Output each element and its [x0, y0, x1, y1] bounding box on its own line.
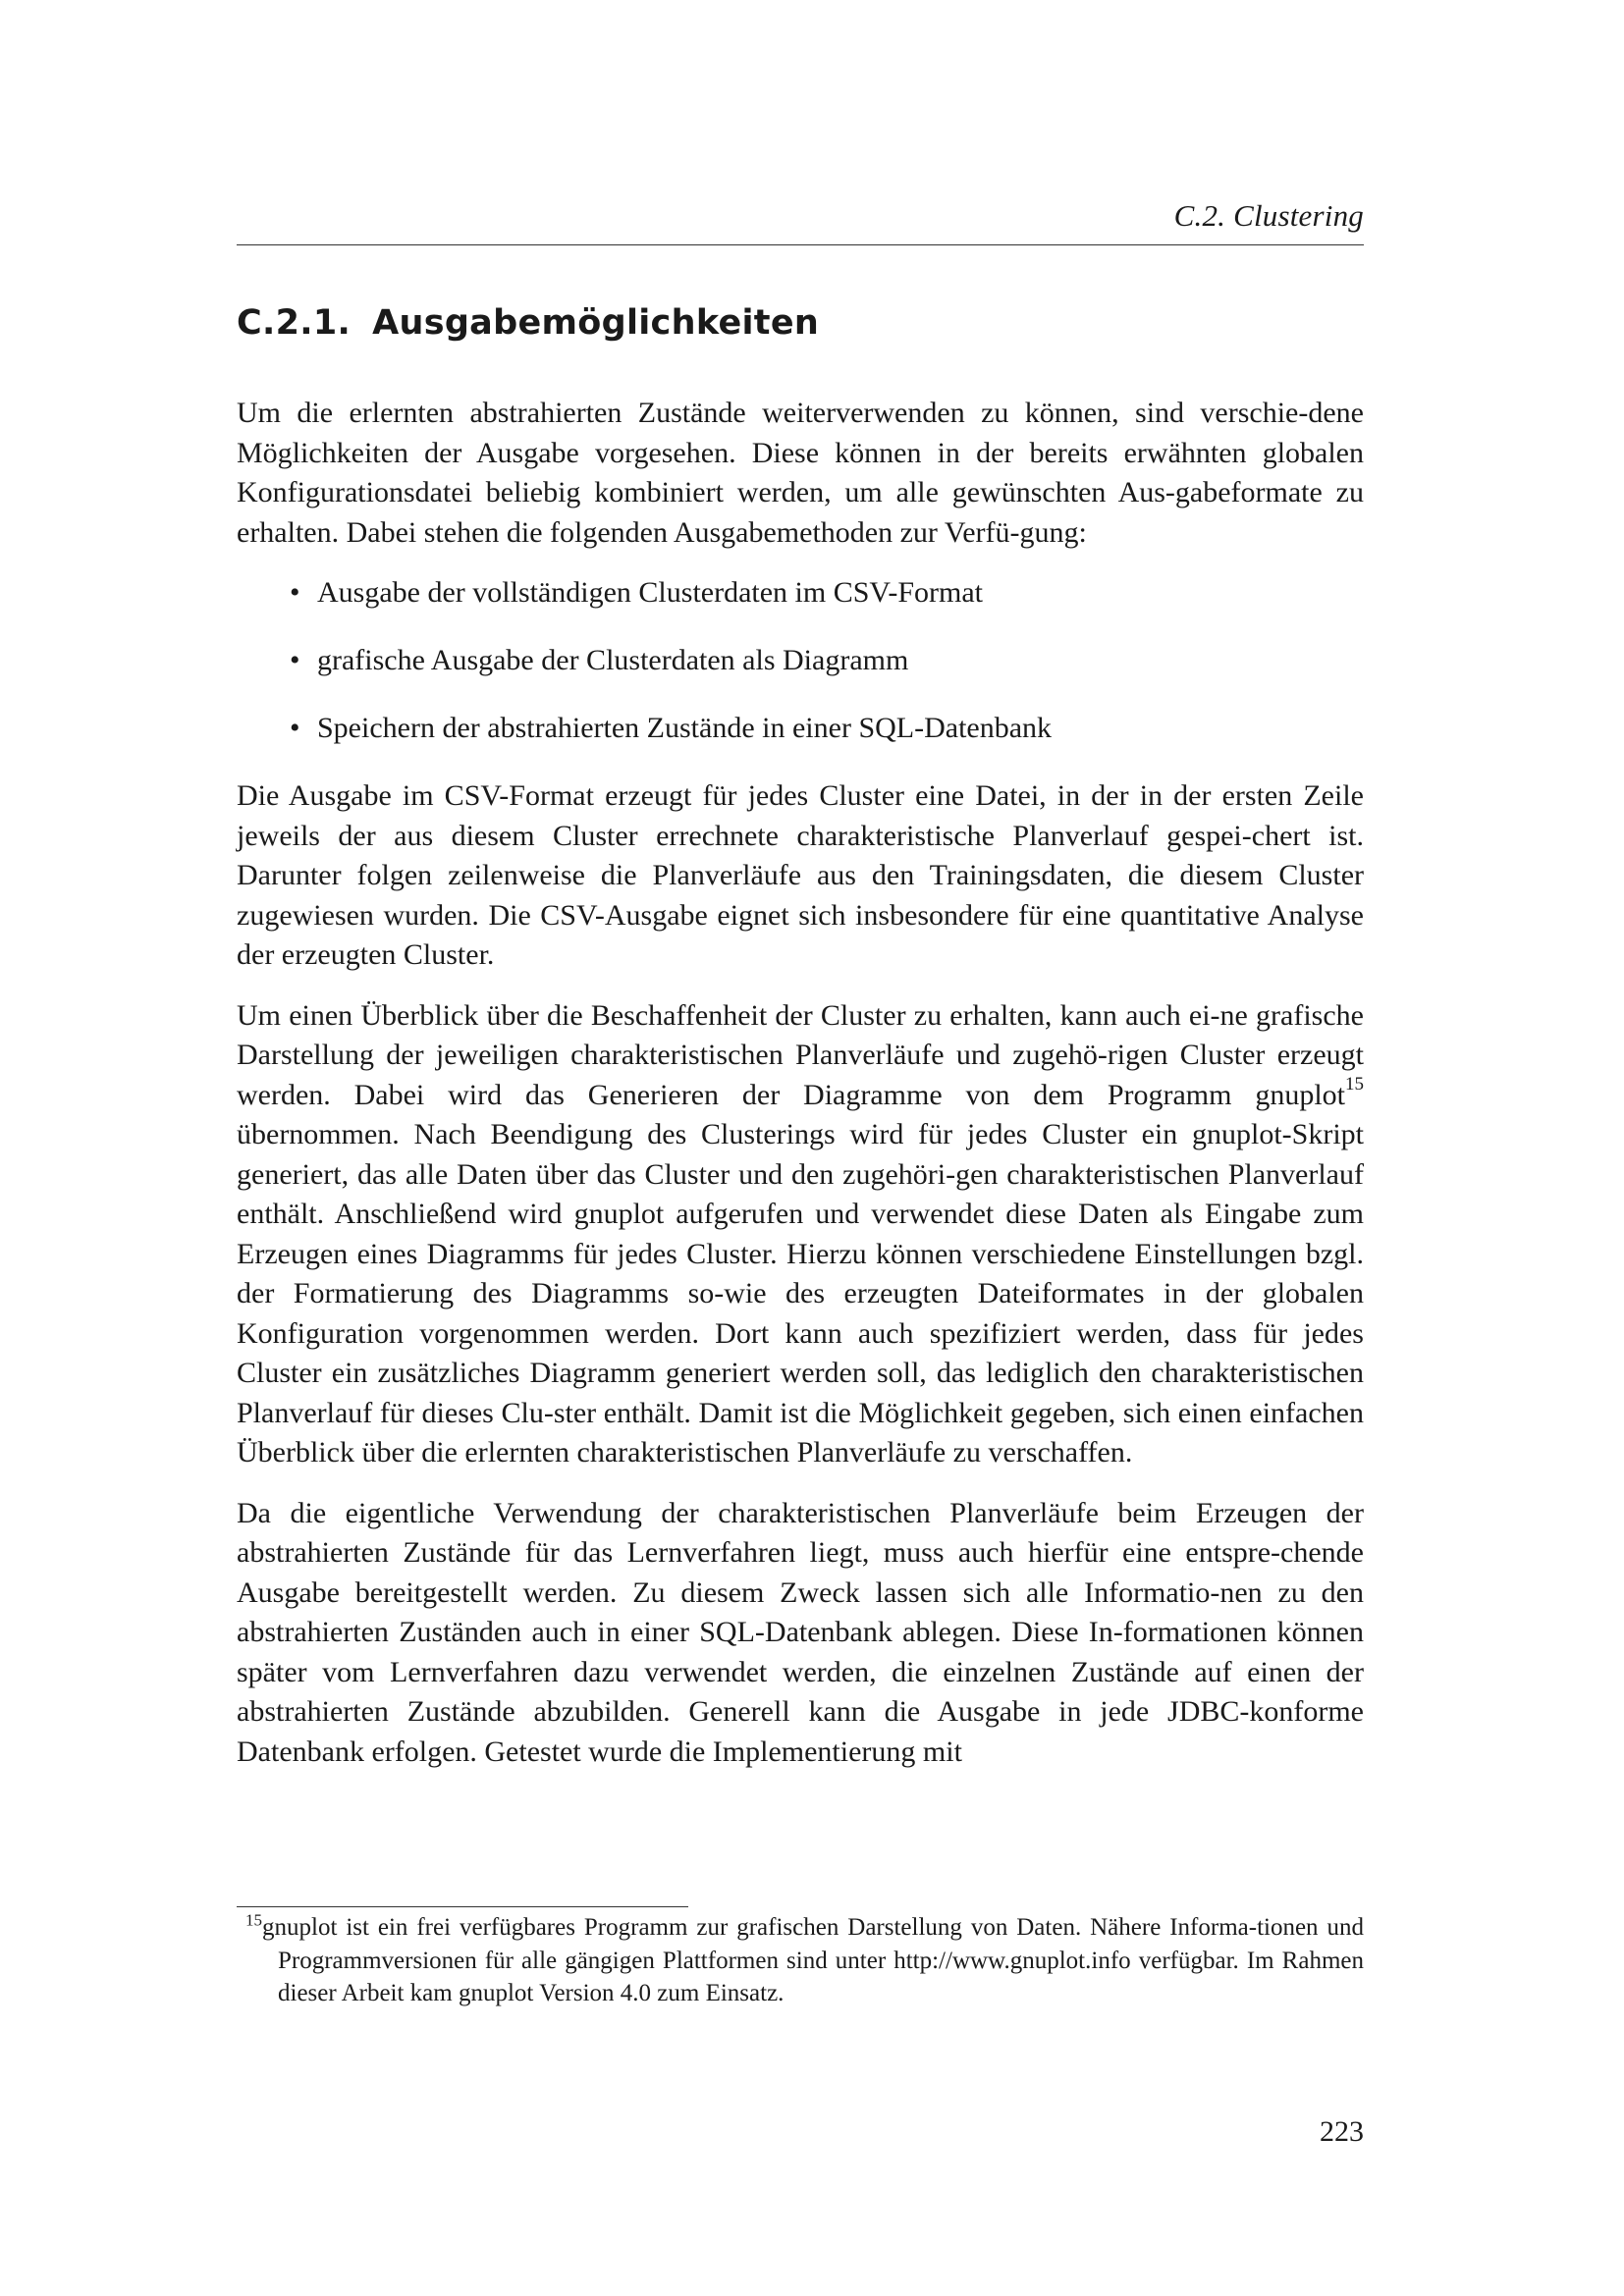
paragraph-graphics — [237, 996, 1364, 1473]
list-item-text: Ausgabe der vollständigen Clusterdaten im CSV-Format — [317, 576, 983, 609]
list-item-text: grafische Ausgabe der Clusterdaten als Diagramm — [317, 644, 909, 676]
footnote-text: gnuplot ist ein frei verfügbares Programm zur grafischen Darstellung von Daten. Nähere Informa-tionen und Programmversionen für alle gängigen Plattformen sind unter http://www.gnuplot.info verfügbar. Im Rahmen dieser Arbeit kam gnuplot Version 4.0 zum Einsatz. — [262, 1914, 1364, 2006]
bullet-icon: • — [290, 644, 300, 676]
footnote-mark: 15 — [245, 1910, 262, 1930]
section-title: Ausgabemöglichkeiten — [372, 303, 820, 343]
footnote-reference[interactable]: 15 — [1345, 1073, 1364, 1095]
paragraph-intro: Um die erlernten abstrahierten Zustände weiterverwenden zu können, sind verschie-dene Möglichkeiten der Ausgabe vorgesehen. Diese können in der bereits erwähnten globalen Konfigurationsdatei beliebig kombiniert werden, um alle gewünschten Aus-gabeformate zu erhalten. Dabei stehen die folgenden Ausgabemethoden zur Verfü-gung: — [237, 397, 1364, 549]
paragraph-graphics-part1: Um einen Überblick über die Beschaffenheit der Cluster zu erhalten, kann auch ei-ne grafische Darstellung der jeweiligen charakteristischen Planverläufe und zugehö-rigen Cluster erzeugt werden. Dabei wird das Generieren der Diagramme von dem Programm gnuplot — [237, 998, 1364, 1111]
footnote — [237, 1911, 1364, 2010]
page — [237, 0, 1364, 2296]
list-item — [237, 573, 1364, 613]
paragraph-graphics-part2: übernommen. Nach Beendigung des Clusterings wird für jedes Cluster ein gnuplot-Skript generiert, das alle Daten über das Cluster und den zugehöri-gen charakteristischen Planverlauf enthält. Anschließend wird gnuplot aufgerufen und verwendet diese Daten als Eingabe zum Erzeugen eines Diagramms für jedes Cluster. Hierzu können verschiedene Einstellungen bzgl. der Formatierung des Diagramms so-wie des erzeugten Dateiformates in der globalen Konfiguration vorgenommen werden. Dort kann auch spezifiziert werden, dass für jedes Cluster ein zusätzliches Diagramm generiert werden soll, das lediglich den charakteristischen Planverlauf für dieses Clu-ster enthält. Damit ist die Möglichkeit gegeben, sich einen einfachen Überblick über die erlernten charakteristischen Planverläufe zu verschaffen. — [237, 1118, 1364, 1468]
page-number: 223 — [1320, 2115, 1364, 2148]
section-heading — [237, 299, 819, 347]
footnote-body — [237, 1911, 1364, 2010]
list-item-text: Speichern der abstrahierten Zustände in einer SQL-Datenbank — [317, 712, 1053, 744]
paragraph-csv: Die Ausgabe im CSV-Format erzeugt für jedes Cluster eine Datei, in der in der ersten Zeile jeweils der aus diesem Cluster errechnete charakteristische Planverlauf gespei-chert ist. Darunter folgen zeilenweise die Planverläufe aus den Trainingsdaten, die diesem Cluster zugewiesen wurden. Die CSV-Ausgabe eignet sich insbesondere für eine quantitative Analyse der erzeugten Cluster. — [237, 779, 1364, 971]
running-head: C.2. Clustering — [1173, 198, 1364, 233]
header-rule — [237, 244, 1364, 245]
bullet-icon: • — [290, 712, 300, 744]
section-number: C.2.1. — [237, 303, 352, 343]
footnote-rule — [237, 1906, 688, 1907]
output-methods-list — [237, 573, 1364, 748]
paragraph-sql: Da die eigentliche Verwendung der charakteristischen Planverläufe beim Erzeugen der abstrahierten Zustände für das Lernverfahren liegt, muss auch hierfür eine entspre-chende Ausgabe bereitgestellt werden. Zu diesem Zweck lassen sich alle Informatio-nen zu den abstrahierten Zuständen auch in einer SQL-Datenbank ablegen. Diese In-formationen können später vom Lernverfahren dazu verwendet werden, die einzelnen Zustände auf einen der abstrahierten Zustände abzubilden. Generell kann die Ausgabe in jede JDBC-konforme Datenbank erfolgen. Getestet wurde die Implementierung mit — [237, 1496, 1364, 1768]
list-item — [237, 709, 1364, 748]
body-text — [237, 394, 1364, 1792]
list-item — [237, 641, 1364, 680]
bullet-icon: • — [290, 576, 300, 609]
